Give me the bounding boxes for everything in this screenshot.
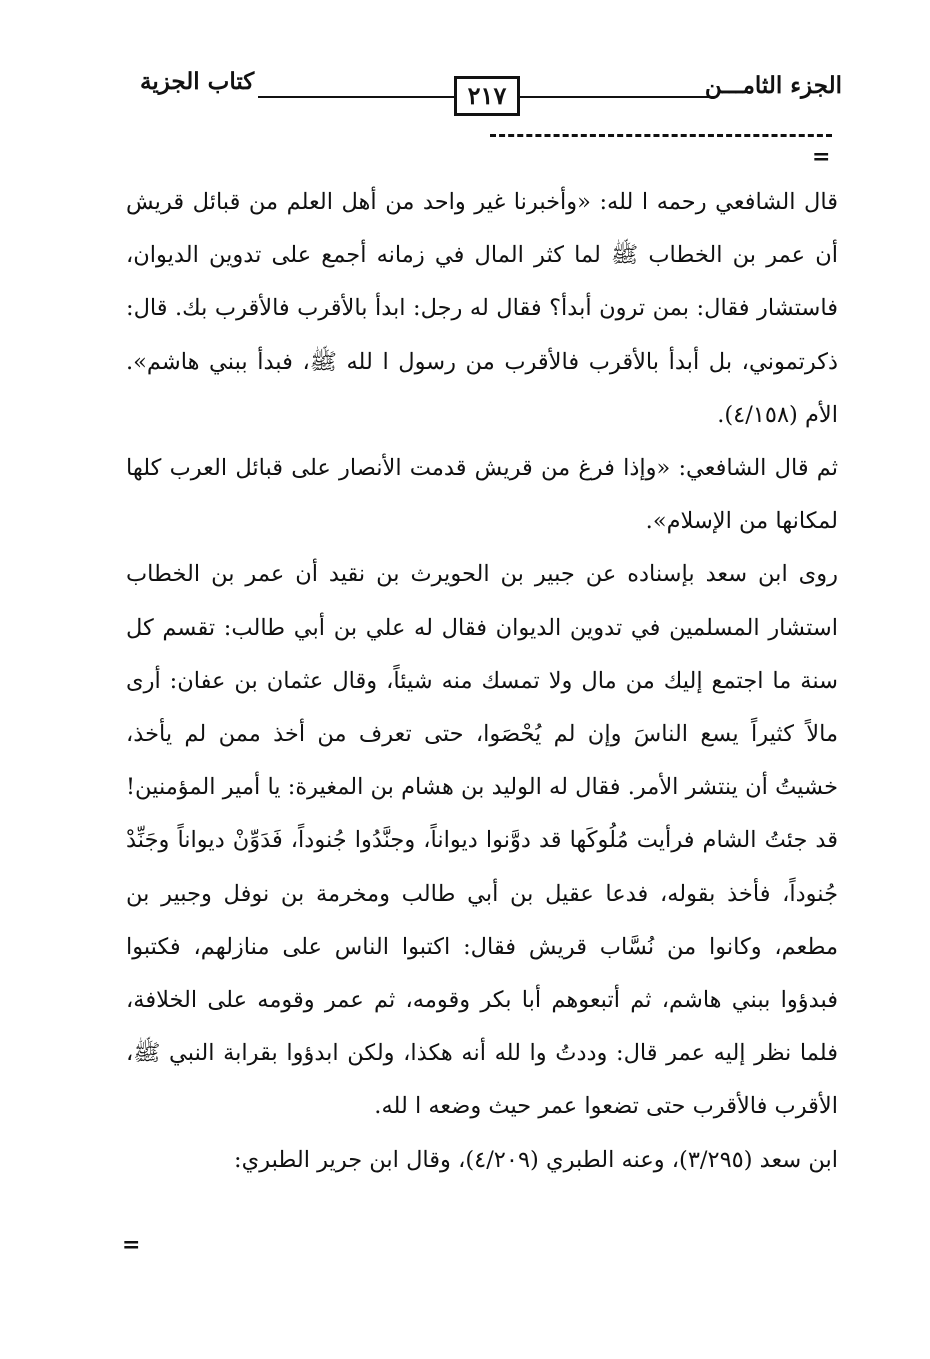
paragraph-2: ثم قال الشافعي: «وإذا فرغ من قريش قدمت الأنصار على قبائل العرب كلها لمكانها من الإسلام». [126,455,838,535]
continuation-mark-top: = [812,144,831,170]
volume-label: الجزء الثامـــن [704,72,842,99]
continuation-mark-bottom: = [122,1232,141,1258]
paragraph-4: ابن سعد (٣/٢٩٥)، وعنه الطبري (٤/٢٠٩)، وقال ابن جرير الطبري: [234,1146,838,1173]
header-rule-left [258,96,454,98]
header-dashed-rule [490,134,832,137]
page-number: ٢١٧ [454,76,520,116]
paragraph-3: روى ابن سعد بإسناده عن جبير بن الحويرث بن نقيد أن عمر بن الخطاب استشار المسلمين في تدوين الديوان فقال له علي بن أبي طالب: تقسم كل سنة ما اجتمع إليك من مال ولا تمسك منه شيئاً، وقال عثمان بن عفان: أرى مالاً كثيراً يسع الناسَ وإن لم يُحْصَوا، حتى تعرف من أخذ ممن لم يأخذ، خشيتُ أن ينتشر الأمر. فقال له الوليد بن هشام بن المغيرة: يا أمير المؤمنين! قد جئتُ الشام فرأيت مُلُوكَها قد دوَّنوا ديواناً، وجنَّدُوا جُنوداً، فَدَوِّنْ ديواناً وجَنِّدْ جُنوداً، فأخذ بقوله، فدعا عقيل بن أبي طالب ومخرمة بن نوفل وجبير بن مطعم، وكانوا من نُسَّاب قريش فقال: اكتبوا الناس على منازلهم، فكتبوا فبدؤوا ببني هاشم، ثم أتبعوهم أبا بكر وقومه، ثم عمر وقومه على الخلافة، فلما نظر إليه عمر قال: وددتُ وا لله أنه هكذا، ولكن ابدؤوا بقرابة النبي ﷺ، الأقرب فالأقرب حتى تضعوا عمر حيث وضعه ا لله. [126,561,838,1120]
paragraph-1: قال الشافعي رحمه ا لله: «وأخبرنا غير واحد من أهل العلم من قبائل قريش أن عمر بن الخطاب ﷺ لما كثر المال في زمانه أجمع على تدوين الديوان، فاستشار فقال: بمن ترون أبدأ؟ فقال له رجل: ابدأ بالأقرب فالأقرب بك. قال: ذكرتموني، بل أبدأ بالأقرب فالأقرب من رسول ا لله ﷺ، فبدأ ببني هاشم». الأم (٤/١٥٨). [126,189,838,428]
book-title: كتاب الجزية [140,68,255,95]
header-rule-right [520,96,714,98]
body-text [126,176,838,1187]
page-header [130,62,842,128]
